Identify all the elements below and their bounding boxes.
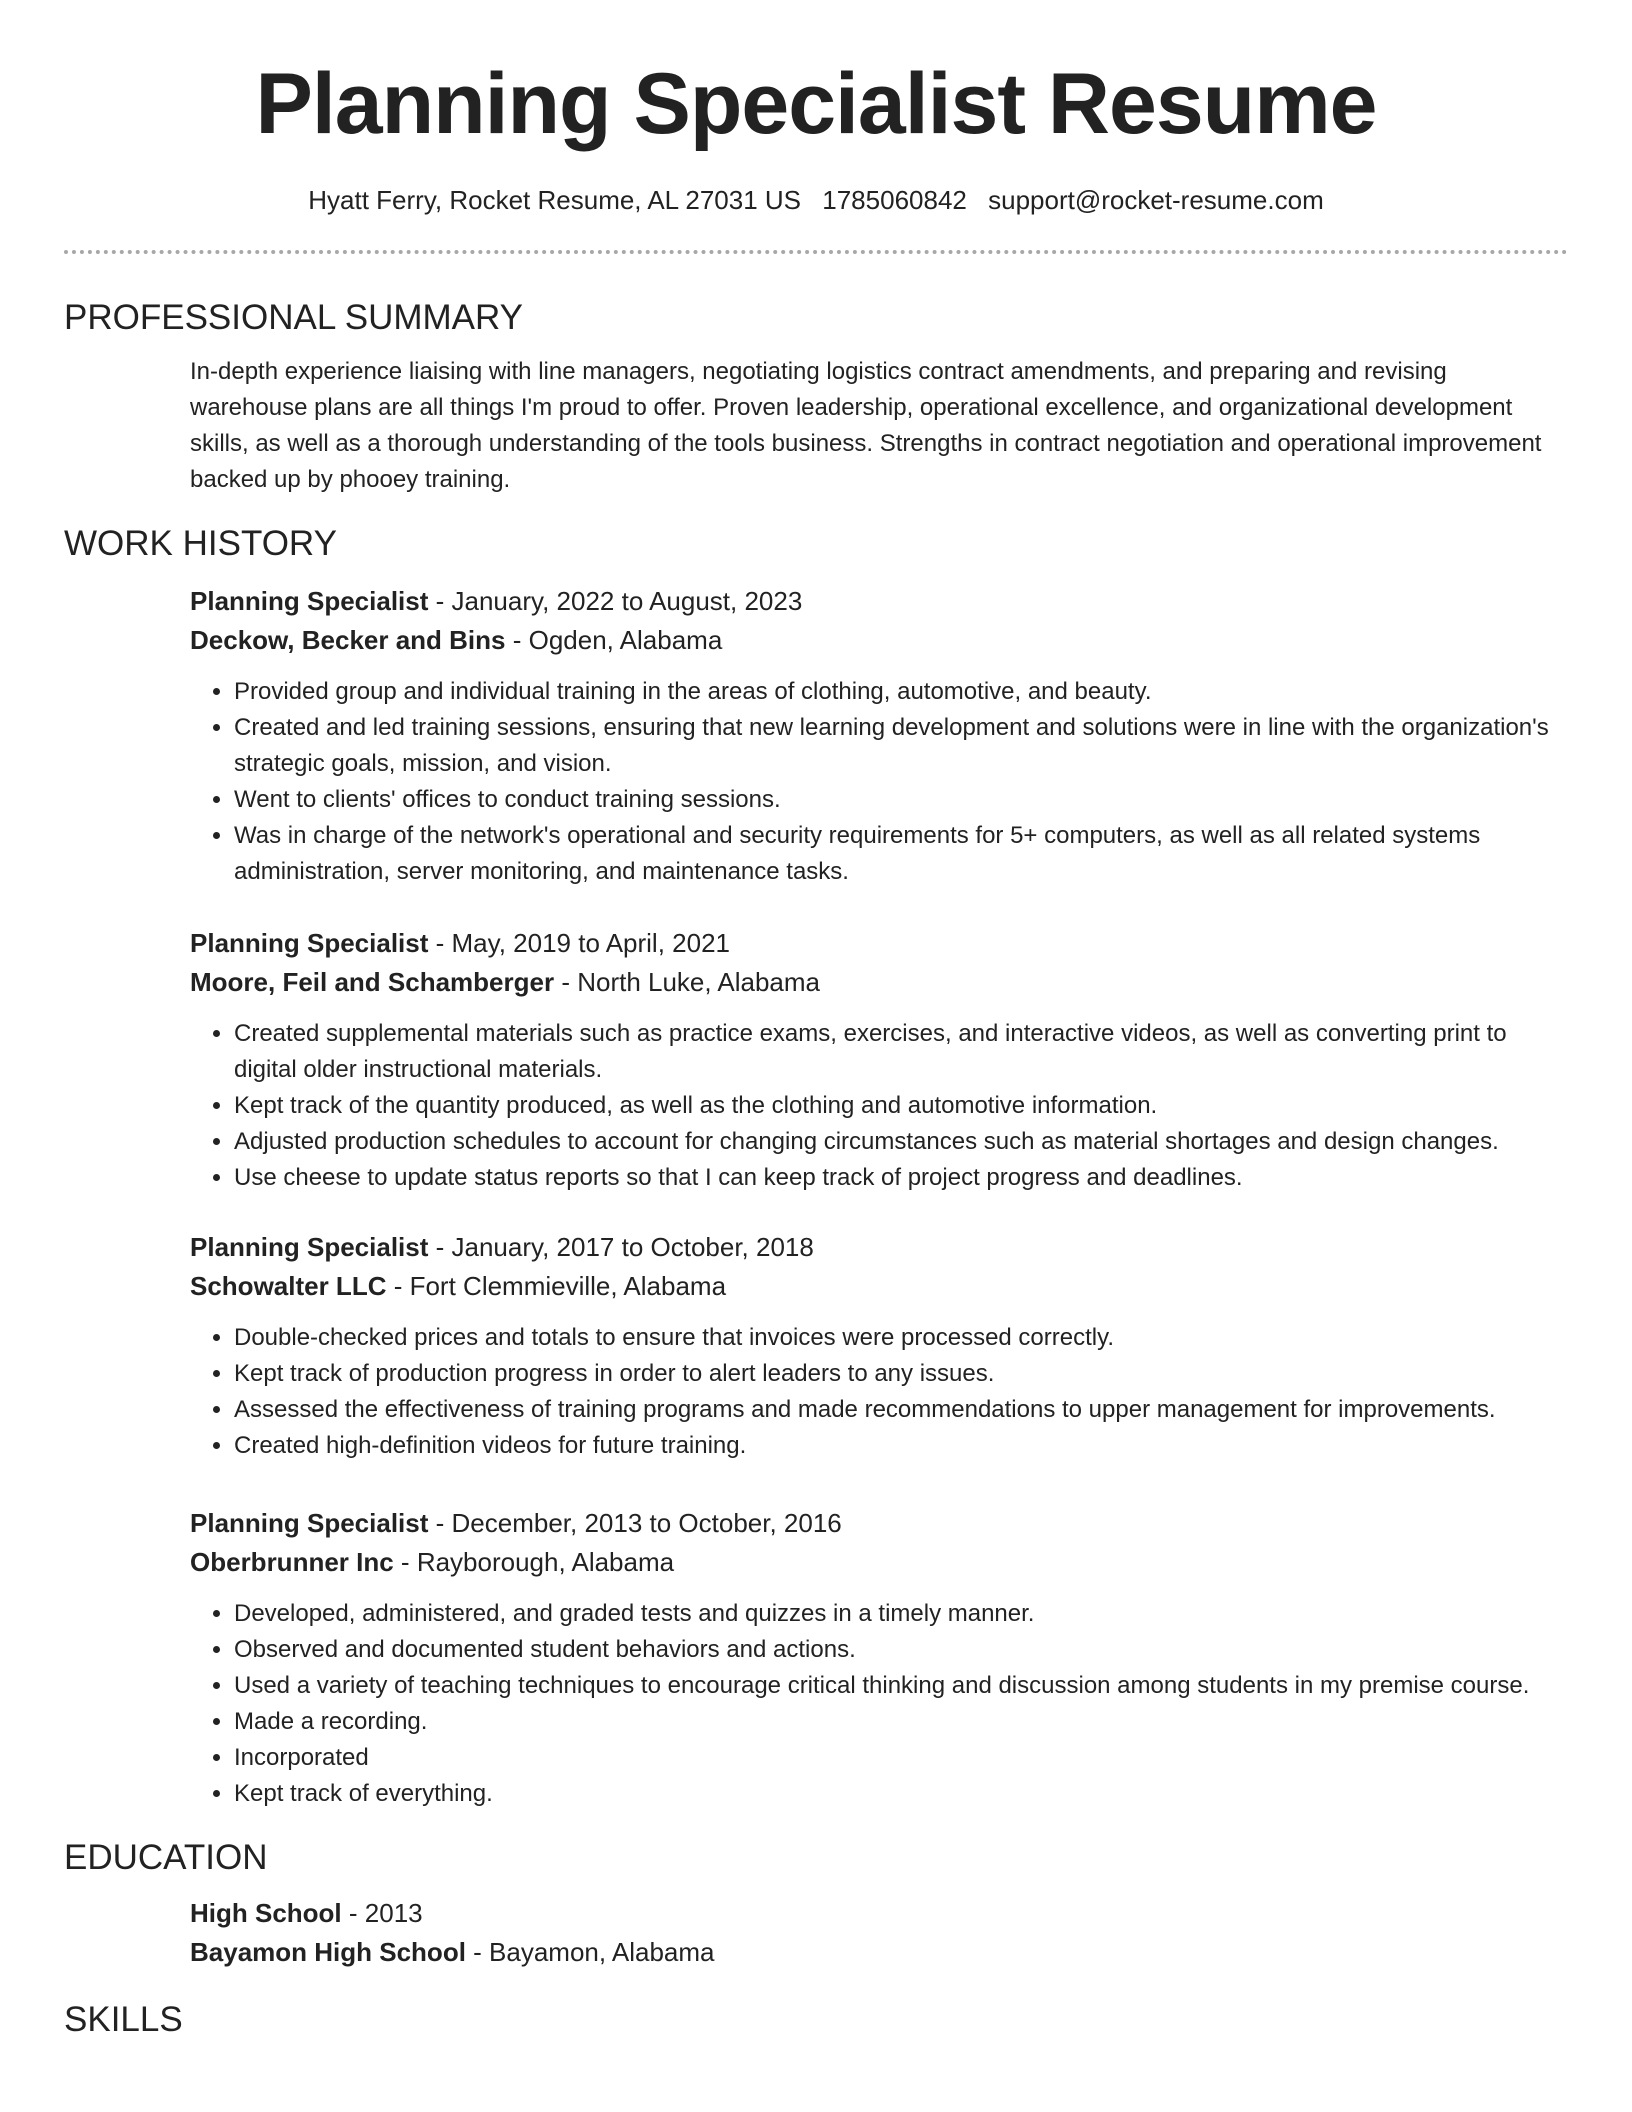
job-bullets (190, 1016, 1568, 1196)
job-dates: May, 2019 to April, 2021 (451, 928, 730, 958)
separator: - (428, 1232, 452, 1262)
job-bullets (190, 674, 1568, 890)
job-company: Deckow, Becker and Bins (190, 625, 506, 655)
job-entry (190, 582, 1568, 890)
job-title-line (190, 1504, 1568, 1543)
work-history-heading: WORK HISTORY (64, 524, 337, 563)
job-company-line (190, 963, 1568, 1002)
job-bullet: • Used a variety of teaching techniques to encourage critical thinking and discussion among students in my premise course. (234, 1668, 1568, 1704)
job-bullet: • Created and led training sessions, ensuring that new learning development and solutions were in line with the organization's strategic goals, mission, and vision. (234, 710, 1568, 782)
job-company-line (190, 1543, 1568, 1582)
separator: - (554, 967, 578, 997)
job-bullets (190, 1320, 1568, 1464)
summary-text: In-depth experience liaising with line managers, negotiating logistics contract amendments, and preparing and revising warehouse plans are all things I'm proud to offer. Proven leadership, operational excellence, and organizational development skills, as well as a thorough understanding of the tools business. Strengths in contract negotiation and operational improvement backed up by phooey training. (190, 358, 1542, 493)
education-school-line (190, 1933, 1568, 1972)
separator: - (341, 1898, 365, 1928)
separator: - (428, 928, 452, 958)
education-degree-line (190, 1894, 1568, 1933)
job-company-line (190, 1267, 1568, 1306)
job-title: Planning Specialist (190, 1508, 429, 1538)
job-company: Schowalter LLC (190, 1271, 387, 1301)
job-bullet: • Developed, administered, and graded tests and quizzes in a timely manner. (234, 1596, 1568, 1632)
job-location: Ogden, Alabama (528, 625, 723, 655)
contact-phone: 1785060842 (822, 185, 967, 215)
skills-heading: SKILLS (64, 2000, 183, 2039)
job-title-line (190, 582, 1568, 621)
job-bullet: • Provided group and individual training in the areas of clothing, automotive, and beauty. (234, 674, 1568, 710)
job-company: Moore, Feil and Schamberger (190, 967, 555, 997)
job-location: North Luke, Alabama (577, 967, 821, 997)
job-bullet: • Use cheese to update status reports so that I can keep track of project progress and deadlines. (234, 1160, 1568, 1196)
job-bullet: • Went to clients' offices to conduct training sessions. (234, 782, 1568, 818)
job-bullet: • Incorporated (234, 1740, 1568, 1776)
work-history-section (190, 582, 1568, 1812)
education-heading: EDUCATION (64, 1838, 268, 1877)
job-dates: January, 2017 to October, 2018 (451, 1232, 814, 1262)
job-bullet: • Double-checked prices and totals to ensure that invoices were processed correctly. (234, 1320, 1568, 1356)
education-school: Bayamon High School (190, 1937, 466, 1967)
job-entry (190, 1228, 1568, 1464)
education-degree: High School (190, 1898, 342, 1928)
job-entry (190, 1504, 1568, 1812)
job-entry (190, 924, 1568, 1196)
job-bullet: • Was in charge of the network's operational and security requirements for 5+ computers, as well as all related systems administration, server monitoring, and maintenance tasks. (234, 818, 1568, 890)
job-bullet: • Created high-definition videos for future training. (234, 1428, 1568, 1464)
contact-line (64, 182, 1568, 218)
job-title-line (190, 1228, 1568, 1267)
header-divider (64, 250, 1568, 254)
job-title: Planning Specialist (190, 1232, 429, 1262)
job-company: Oberbrunner Inc (190, 1547, 394, 1577)
job-bullet: • Kept track of the quantity produced, as well as the clothing and automotive information. (234, 1088, 1568, 1124)
education-year: 2013 (364, 1898, 423, 1928)
job-title: Planning Specialist (190, 586, 429, 616)
job-bullet: • Created supplemental materials such as practice exams, exercises, and interactive videos, as well as converting print to digital older instructional materials. (234, 1016, 1568, 1088)
separator: - (428, 1508, 452, 1538)
job-title-line (190, 924, 1568, 963)
summary-heading: PROFESSIONAL SUMMARY (64, 298, 523, 337)
separator: - (393, 1547, 417, 1577)
resume-page (64, 0, 1568, 2042)
job-dates: December, 2013 to October, 2016 (451, 1508, 842, 1538)
job-title: Planning Specialist (190, 928, 429, 958)
job-company-line (190, 621, 1568, 660)
job-bullet: • Kept track of production progress in order to alert leaders to any issues. (234, 1356, 1568, 1392)
separator: - (428, 586, 452, 616)
job-bullet: • Adjusted production schedules to account for changing circumstances such as material shortages and design changes. (234, 1124, 1568, 1160)
contact-email: support@rocket-resume.com (988, 185, 1324, 215)
education-section (190, 1894, 1568, 1972)
job-bullet: • Made a recording. (234, 1704, 1568, 1740)
job-location: Fort Clemmieville, Alabama (409, 1271, 727, 1301)
separator: - (386, 1271, 410, 1301)
job-dates: January, 2022 to August, 2023 (451, 586, 803, 616)
separator: - (505, 625, 529, 655)
separator: - (465, 1937, 490, 1967)
resume-title: Planning Specialist Resume (255, 56, 1377, 152)
contact-address: Hyatt Ferry, Rocket Resume, AL 27031 US (308, 185, 802, 215)
summary-section (190, 354, 1568, 498)
education-location: Bayamon, Alabama (489, 1937, 715, 1967)
job-bullet: • Assessed the effectiveness of training programs and made recommendations to upper management for improvements. (234, 1392, 1568, 1428)
job-bullets (190, 1596, 1568, 1812)
job-location: Rayborough, Alabama (416, 1547, 675, 1577)
job-bullet: • Observed and documented student behaviors and actions. (234, 1632, 1568, 1668)
job-bullet: • Kept track of everything. (234, 1776, 1568, 1812)
